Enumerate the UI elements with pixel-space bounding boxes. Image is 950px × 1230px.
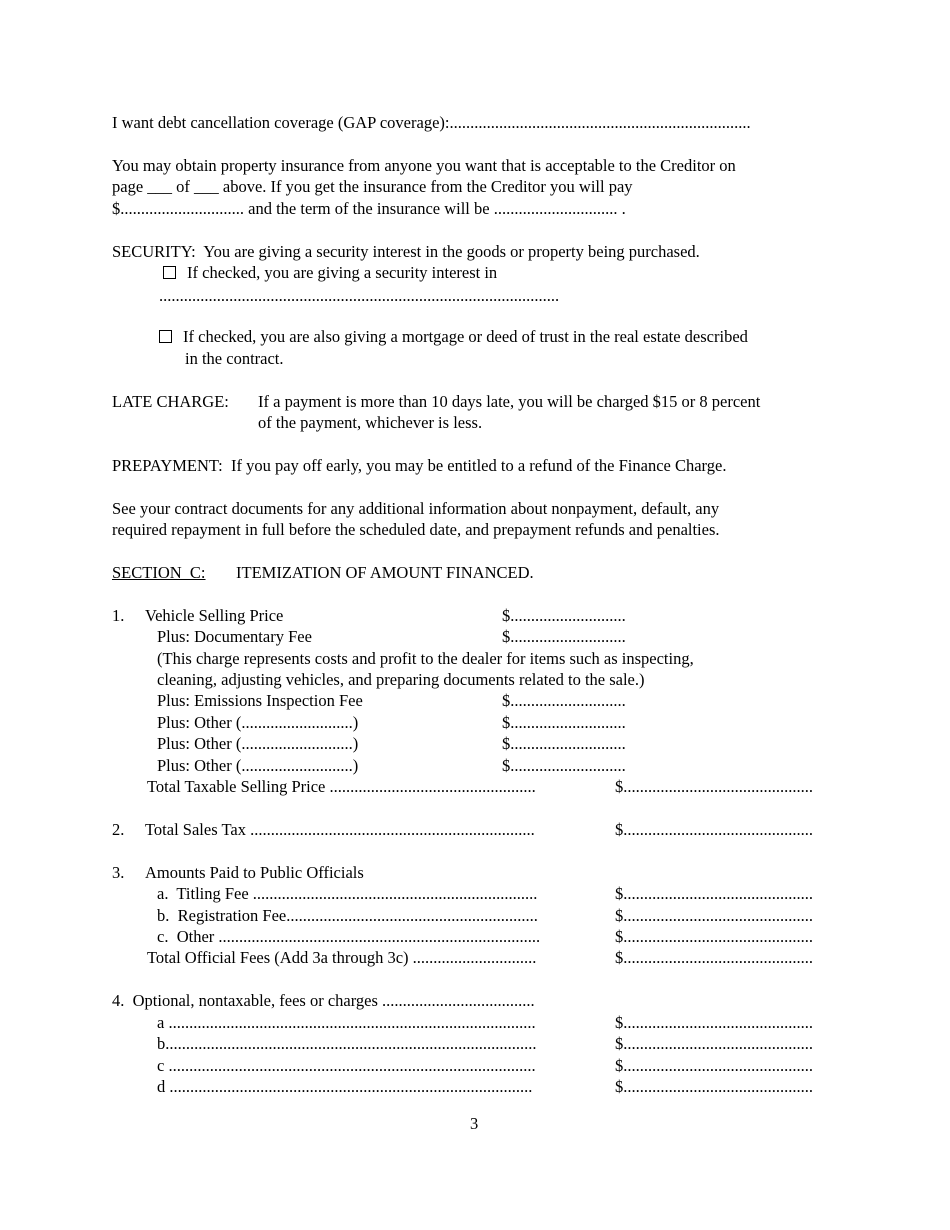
registration-fee-field[interactable]: $.............................................. xyxy=(615,906,813,925)
late-charge-label: LATE CHARGE: xyxy=(112,392,229,411)
official-other-fee-label: c. Other .............................................................................. xyxy=(157,927,541,946)
security-option-1-blank: ................................................................................................. xyxy=(159,286,560,305)
public-officials-label: Amounts Paid to Public Officials xyxy=(145,863,364,882)
other-charge-1-field[interactable]: $............................ xyxy=(502,713,626,732)
prepayment-line: PREPAYMENT: If you pay off early, you may be entitled to a refund of the Finance Charge. xyxy=(112,456,727,475)
late-charge-line-1: If a payment is more than 10 days late, you will be charged $15 or 8 percent xyxy=(258,392,761,411)
optional-fee-c-field[interactable]: $.............................................. xyxy=(615,1056,813,1075)
titling-fee-label: a. Titling Fee ..................................................................... xyxy=(157,884,538,903)
section-c-label: SECTION C: xyxy=(112,563,206,582)
late-charge-line-2: of the payment, whichever is less. xyxy=(258,413,483,432)
optional-fee-c-label: c ......................................................................................... xyxy=(157,1056,536,1075)
property-insurance-line-2: page ___ of ___ above. If you get the insurance from the Creditor you will pay xyxy=(112,177,633,196)
item-2-number: 2. xyxy=(112,820,125,839)
official-other-fee-field[interactable]: $.............................................. xyxy=(615,927,813,946)
security-option-1-label: If checked, you are giving a security interest in xyxy=(187,263,498,282)
other-charge-3-label: Plus: Other (...........................) xyxy=(157,756,359,775)
emissions-fee-field[interactable]: $............................ xyxy=(502,691,626,710)
other-charge-3-field[interactable]: $............................ xyxy=(502,756,626,775)
item-3-number: 3. xyxy=(112,863,125,882)
property-insurance-line-1: You may obtain property insurance from anyone you want that is acceptable to the Creditor on xyxy=(112,156,736,175)
total-official-fees-field[interactable]: $.............................................. xyxy=(615,948,813,967)
mortgage-checkbox[interactable] xyxy=(159,330,172,343)
total-sales-tax-field[interactable]: $.............................................. xyxy=(615,820,813,839)
contract-docs-line-2: required repayment in full before the scheduled date, and prepayment refunds and penalties. xyxy=(112,520,720,539)
other-charge-2-label: Plus: Other (...........................) xyxy=(157,734,359,753)
optional-fee-d-label: d ........................................................................................ xyxy=(157,1077,533,1096)
optional-fee-b-field[interactable]: $.............................................. xyxy=(615,1034,813,1053)
total-taxable-selling-price-label: Total Taxable Selling Price .................................................. xyxy=(147,777,536,796)
property-insurance-line-3: $.............................. and the term of the insurance will be .............................. . xyxy=(112,199,626,218)
gap-coverage-line: I want debt cancellation coverage (GAP coverage):......................................................................... xyxy=(112,113,751,132)
titling-fee-field[interactable]: $.............................................. xyxy=(615,884,813,903)
other-charge-1-label: Plus: Other (...........................) xyxy=(157,713,359,732)
emissions-fee-label: Plus: Emissions Inspection Fee xyxy=(157,691,363,710)
section-c-title: ITEMIZATION OF AMOUNT FINANCED. xyxy=(236,563,534,582)
documentary-fee-label: Plus: Documentary Fee xyxy=(157,627,312,646)
security-option-2-line-1: If checked, you are also giving a mortgage or deed of trust in the real estate described xyxy=(183,327,748,346)
total-sales-tax-label: Total Sales Tax ..................................................................... xyxy=(145,820,535,839)
vehicle-selling-price-label: Vehicle Selling Price xyxy=(145,606,284,625)
security-option-2-line-2: in the contract. xyxy=(185,349,284,368)
page-number: 3 xyxy=(470,1114,479,1133)
security-interest-checkbox[interactable] xyxy=(163,266,176,279)
optional-fees-label: 4. Optional, nontaxable, fees or charges ..................................... xyxy=(112,991,535,1010)
documentary-fee-field[interactable]: $............................ xyxy=(502,627,626,646)
other-charge-2-field[interactable]: $............................ xyxy=(502,734,626,753)
optional-fee-d-field[interactable]: $.............................................. xyxy=(615,1077,813,1096)
security-statement: SECURITY: You are giving a security interest in the goods or property being purchased. xyxy=(112,242,700,261)
optional-fee-a-label: a ......................................................................................... xyxy=(157,1013,536,1032)
registration-fee-label: b. Registration Fee............................................................. xyxy=(157,906,538,925)
total-taxable-selling-price-field[interactable]: $.............................................. xyxy=(615,777,813,796)
optional-fee-a-field[interactable]: $.............................................. xyxy=(615,1013,813,1032)
optional-fee-b-label: b.......................................................................................... xyxy=(157,1034,537,1053)
vehicle-selling-price-field[interactable]: $............................ xyxy=(502,606,626,625)
documentary-fee-note-line-1: (This charge represents costs and profit to the dealer for items such as inspecting, xyxy=(157,649,694,668)
documentary-fee-note-line-2: cleaning, adjusting vehicles, and preparing documents related to the sale.) xyxy=(157,670,645,689)
contract-docs-line-1: See your contract documents for any additional information about nonpayment, default, any xyxy=(112,499,720,518)
item-1-number: 1. xyxy=(112,606,125,625)
total-official-fees-label: Total Official Fees (Add 3a through 3c) .............................. xyxy=(147,948,537,967)
